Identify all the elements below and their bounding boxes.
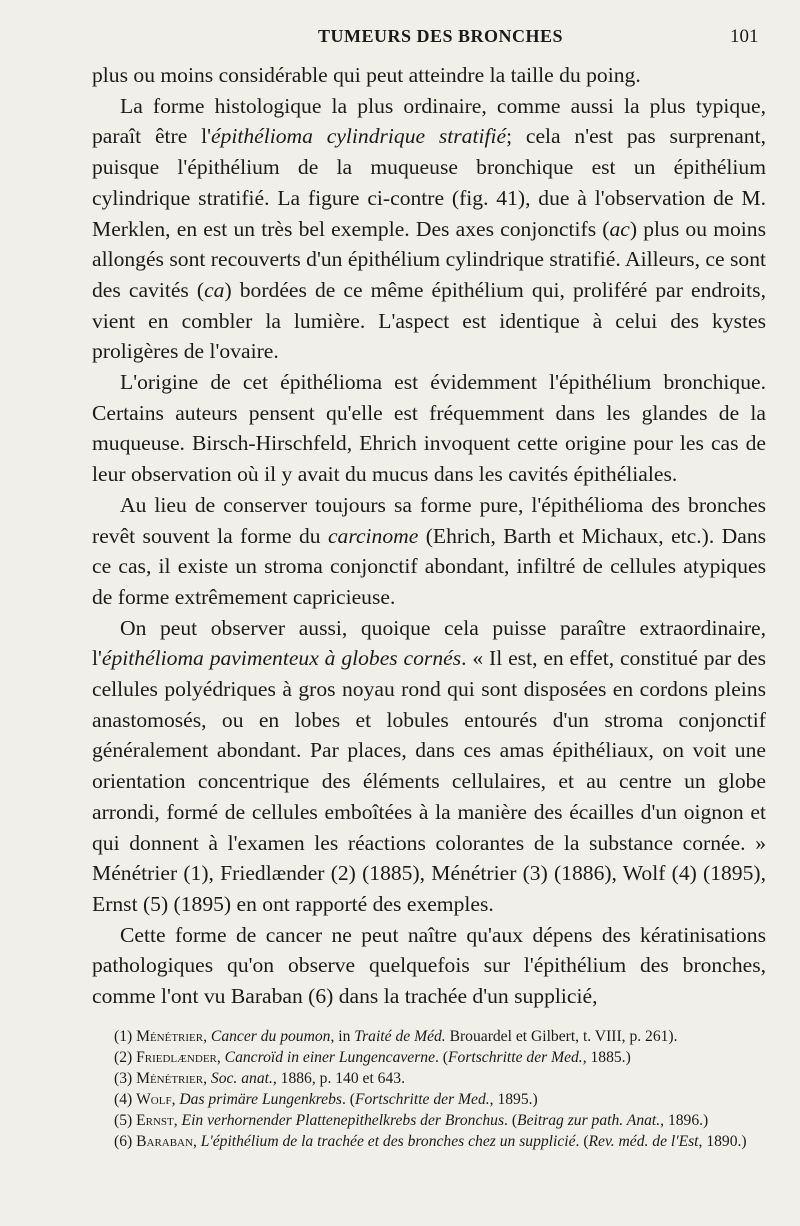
text-run: Cette forme de cancer ne peut naître qu'aux dépens des kératinisations pathologiques qu'on observe quelquefois sur l'épithélium des bronches, comme l'ont vu Baraban (6) dans la trachée d'un supplicié,: [92, 922, 766, 1009]
text-run: , 1890.): [698, 1133, 747, 1150]
text-run: ,: [203, 1028, 211, 1045]
text-run: , 1895.): [489, 1091, 538, 1108]
footnote-number: (2): [114, 1049, 133, 1066]
text-run: . (: [341, 1091, 355, 1108]
text-run: On peut observer aussi, quoique cela puisse paraître extraordinaire, l': [92, 615, 766, 671]
italic-text: Das primäre Lungenkrebs: [179, 1091, 342, 1108]
text-run: Au lieu de conserver toujours sa forme pure, l'épithélioma des bronches revêt souvent la forme du: [92, 492, 766, 548]
footnote: [92, 1069, 768, 1089]
text-run: . « Il est, en effet, constitué par des cellules polyédriques à gros noyau rond qui sont disposées en cordons pleins anastomosés, ou en lobes et lobules entourés d'un stroma conjonctif généralement abondant. Par places, dans ces amas épithéliaux, on voit une orientation concentrique des éléments cellulaires, et au centre un globe arrondi, formé de cellules emboîtées à la manière des écailles d'un oignon et qui donnent à l'examen les réactions colorantes de la substance cornée. » Ménétrier (1), Friedlænder (2) (1885), Ménétrier (3) (1886), Wolf (4) (1895), Ernst (5) (1895) en ont rapporté des exemples.: [92, 646, 766, 916]
italic-text: Soc. anat.: [210, 1070, 273, 1087]
paragraph: [92, 91, 766, 367]
footnote-author: Wolf: [136, 1091, 172, 1108]
italic-text: épithélioma cylindrique stratifié: [211, 124, 507, 149]
page-number: 101: [730, 26, 759, 47]
paragraph: [92, 490, 766, 613]
text-run: La forme histologique la plus ordinaire, comme aussi la plus typique, paraît être l': [92, 93, 766, 149]
text-run: , 1886, p. 140 et 643.: [272, 1070, 405, 1087]
paragraph: [92, 60, 766, 91]
text-run: Brouardel et Gilbert, t. VIII, p. 261).: [445, 1028, 678, 1045]
text-run: ,: [203, 1070, 211, 1087]
body-text: [92, 60, 766, 1012]
italic-text: épithélioma pavimenteux à globes cornés: [101, 646, 462, 671]
footnote-number: (3): [114, 1070, 133, 1087]
footnote: [92, 1048, 768, 1068]
footnote-number: (4): [114, 1091, 133, 1108]
footnote-author: Baraban: [136, 1133, 193, 1150]
footnote-author: Friedlænder: [136, 1049, 217, 1066]
italic-text: carcinome: [327, 523, 419, 548]
footnotes: [92, 1027, 768, 1153]
text-run: L'origine de cet épithélioma est évidemment l'épithélium bronchique. Certains auteurs pensent qu'elle est fréquemment dans les glandes de la muqueuse. Birsch-Hirschfeld, Ehrich invoquent cette origine pour les cas de leur observation où il y avait du mucus dans les cavités épithéliales.: [92, 370, 766, 487]
footnote: [92, 1132, 768, 1152]
text-run: . (: [575, 1133, 589, 1150]
text-run: . (: [435, 1049, 448, 1066]
footnote-number: (1): [114, 1028, 133, 1045]
italic-text: Fortschritte der Med.: [354, 1091, 490, 1108]
italic-text: Cancroïd in einer Lungencaverne: [224, 1049, 435, 1066]
italic-text: Fortschritte der Med.: [448, 1049, 583, 1066]
footnote: [92, 1111, 768, 1131]
text-run: , in: [330, 1028, 355, 1045]
footnote: [92, 1090, 768, 1110]
italic-text: Cancer du poumon: [210, 1028, 331, 1045]
paragraph: [92, 613, 766, 920]
running-title: TUMEURS DES BRONCHES: [318, 26, 564, 46]
italic-text: Traité de Méd.: [354, 1028, 446, 1045]
italic-text: ac: [609, 216, 630, 241]
footnote-author: Ménétrier: [136, 1070, 204, 1087]
paragraph: [92, 920, 766, 1012]
text-run: ,: [171, 1091, 180, 1108]
text-run: ,: [192, 1133, 201, 1150]
italic-text: Ein verhornender Plattenepithelkrebs der Bronchus: [181, 1112, 505, 1129]
page-header: [0, 26, 800, 54]
text-run: plus ou moins considérable qui peut atteindre la taille du poing.: [92, 63, 641, 87]
italic-text: Rev. méd. de l'Est: [588, 1133, 699, 1150]
text-run: ) bordées de ce même épithélium qui, proliféré par endroits, vient en combler la lumière. L'aspect est identique à celui des kystes proligères de l'ovaire.: [92, 277, 766, 364]
paragraph: [92, 367, 766, 490]
italic-text: L'épithélium de la trachée et des bronches chez un supplicié: [200, 1133, 576, 1150]
text-run: ,: [173, 1112, 182, 1129]
italic-text: ca: [204, 277, 225, 302]
text-run: , 1885.): [582, 1049, 631, 1066]
text-run: ) plus ou moins allongés sont recouverts d'un épithélium cylindrique stratifié. Ailleurs, ce sont des cavités (: [92, 216, 766, 302]
footnote-author: Ernst: [136, 1112, 174, 1129]
text-run: ; cela n'est pas surprenant, puisque l'épithélium de la muqueuse bronchique est un épithélium cylindrique stratifié. La figure ci-contre (fig. 41), due à l'observation de M. Merklen, en est un très bel exemple. Des axes conjonctifs (: [92, 124, 766, 241]
footnote-number: (6): [114, 1133, 133, 1150]
footnote-number: (5): [114, 1112, 133, 1129]
footnote-author: Ménétrier: [136, 1028, 204, 1045]
italic-text: Beitrag zur path. Anat.: [517, 1112, 661, 1129]
text-run: , 1896.): [660, 1112, 709, 1129]
footnote: [92, 1027, 768, 1047]
text-run: (Ehrich, Barth et Michaux, etc.). Dans ce cas, il existe un stroma conjonctif abondant, infiltré de cellules atypiques de forme extrêmement capricieuse.: [92, 523, 766, 609]
text-run: . (: [504, 1112, 518, 1129]
text-run: ,: [216, 1049, 225, 1066]
